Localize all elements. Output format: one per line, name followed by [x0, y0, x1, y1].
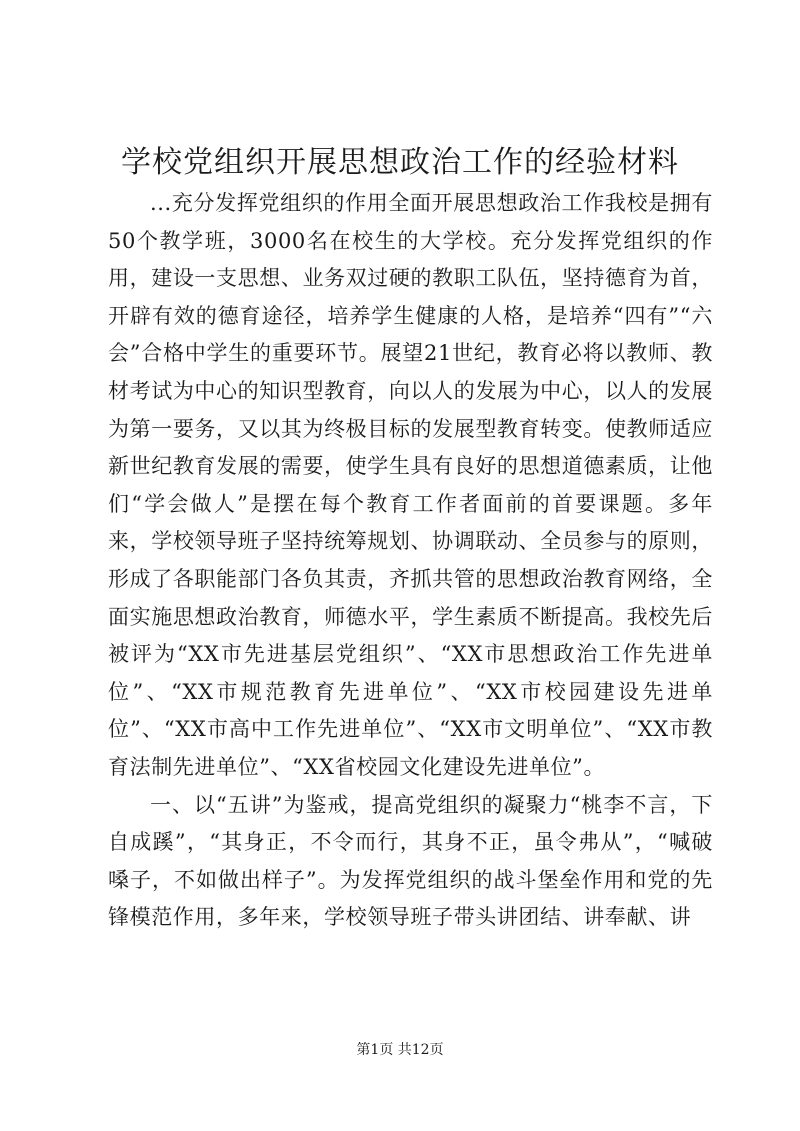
- paragraph-intro: ...充分发挥党组织的作用全面开展思想政治工作我校是拥有50个教学班，3000名在校生的大学校。充分发挥党组织的作用，建设一支思想、业务双过硬的教职工队伍，坚持德育为首，开辟有效的德育途径，培养学生健康的人格，是培养“四有”“六会”合格中学生的重要环节。展望21世纪，教育必将以教师、教材考试为中心的知识型教育，向以人的发展为中心，以人的发展为第一要务，又以其为终极目标的发展型教育转变。使教师适应新世纪教育发展的需要，使学生具有良好的思想道德素质，让他们“学会做人”是摆在每个教育工作者面前的首要课题。多年来，学校领导班子坚持统筹规划、协调联动、全员参与的原则，形成了各职能部门各负其责，齐抓共管的思想政治教育网络，全面实施思想政治教育，师德水平，学生素质不断提高。我校先后被评为“XX市先进基层党组织”、“XX市思想政治工作先进单位”、“XX市规范教育先进单位”、“XX市校园建设先进单位”、“XX市高中工作先进单位”、“XX市文明单位”、“XX市教育法制先进单位”、“XX省校园文化建设先进单位”。: [108, 191, 713, 779]
- page-number-footer: 第1页 共12页: [356, 1042, 444, 1058]
- document-title: 学校党组织开展思想政治工作的经验材料: [121, 145, 679, 180]
- document-body: [108, 185, 713, 937]
- paragraph-section-one: 一、以“五讲”为鉴戒，提高党组织的凝聚力“桃李不言，下自成蹊”，“其身正，不令而行，其身不正，虽令弗从”，“喊破嗓子，不如做出样子”。为发挥党组织的战斗堡垒作用和党的先锋模范作用，多年来，学校领导班子带头讲团结、讲奉献、讲: [108, 792, 713, 930]
